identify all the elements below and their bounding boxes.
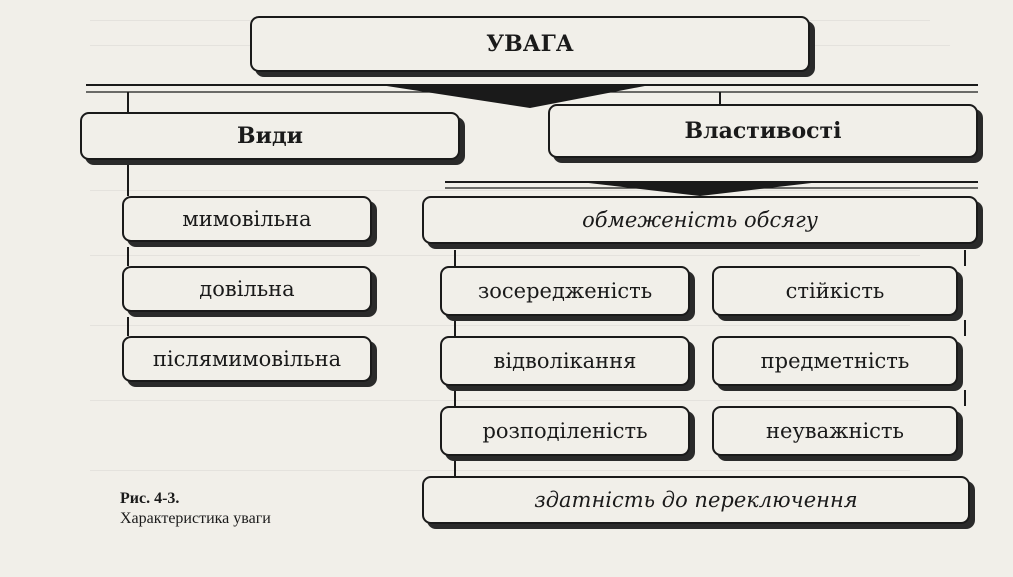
root-node: УВАГА <box>250 16 810 72</box>
figure-caption <box>120 489 271 529</box>
property-objectivity: предметність <box>712 336 958 386</box>
property-switching: здатність до переключення <box>422 476 970 524</box>
branch-properties: Властивості <box>548 104 978 158</box>
branch-types: Види <box>80 112 460 160</box>
type-voluntary: довільна <box>122 266 372 312</box>
type-post-voluntary: післямимовільна <box>122 336 372 382</box>
property-concentration: зосередженість <box>440 266 690 316</box>
property-volume: обмеженість обсягу <box>422 196 978 244</box>
property-distraction: відволікання <box>440 336 690 386</box>
figure-title: Характеристика уваги <box>120 510 271 527</box>
property-stability: стійкість <box>712 266 958 316</box>
type-involuntary: мимовільна <box>122 196 372 242</box>
property-inattention: неуважність <box>712 406 958 456</box>
figure-number: Рис. 4-3. <box>120 490 180 507</box>
property-distribution: розподіленість <box>440 406 690 456</box>
